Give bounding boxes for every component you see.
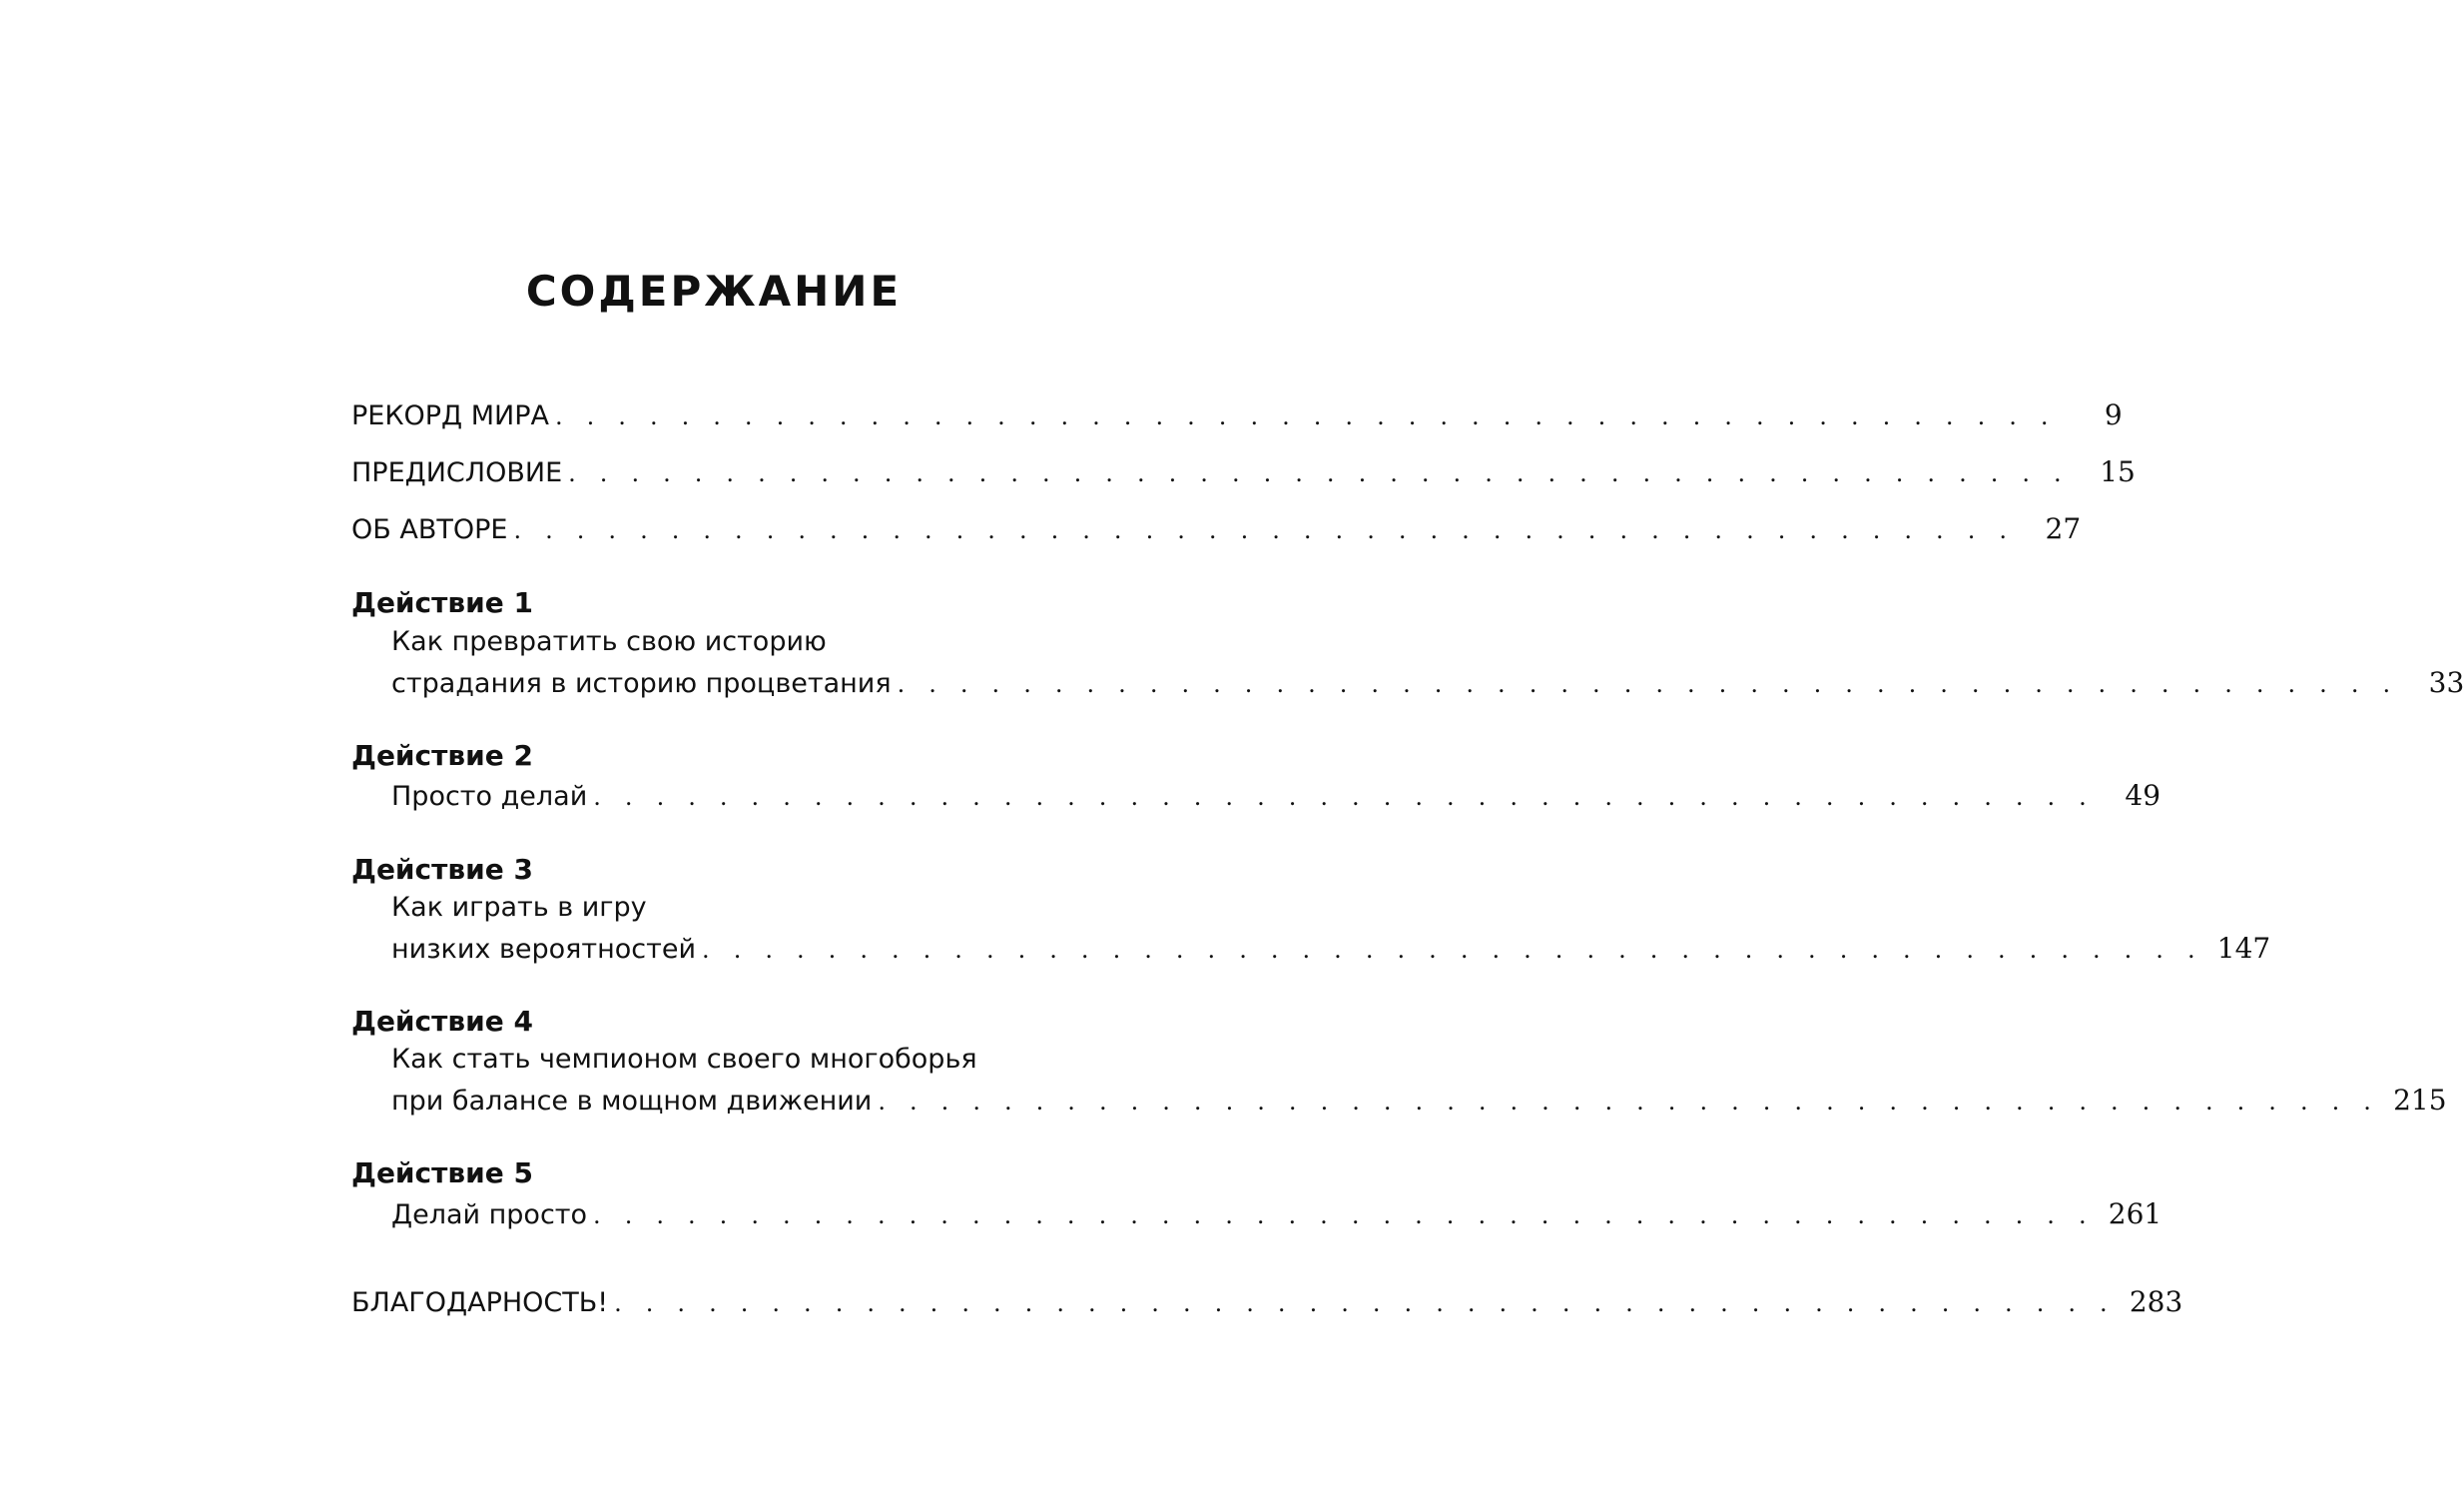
toc-entry-preface[interactable] xyxy=(351,452,2136,492)
toc-page-number: 9 xyxy=(2104,398,2123,431)
dot-leader: . . . . . . . . . . . . . . . . . . . . . . . . . . . . . . . . . . . . . . . . . . . . . . . . xyxy=(614,1289,2116,1317)
toc-entry-label: при балансе в мощном движении xyxy=(391,1086,873,1117)
toc-entry-section-2[interactable] xyxy=(391,776,2161,816)
toc-entry-label: РЕКОРД МИРА xyxy=(351,400,549,431)
toc-entry-section-1[interactable] xyxy=(391,663,2464,703)
toc-entry-label: низких вероятностей xyxy=(391,934,697,965)
toc-entry-label: Как играть в игру xyxy=(391,892,647,923)
toc-entry-line[interactable] xyxy=(391,622,1072,662)
dot-leader: . . . . . . . . . . . . . . . . . . . . . . . . . . . . . . . . . . . . . . . . . . . . . . . . xyxy=(878,1088,2380,1116)
toc-entry-line[interactable] xyxy=(391,1040,1072,1080)
section-heading-1: Действие 1 xyxy=(351,586,533,619)
toc-page-number: 261 xyxy=(2108,1197,2162,1230)
toc-entry-section-4[interactable] xyxy=(391,1081,2447,1121)
toc-page-number: 15 xyxy=(2100,455,2136,488)
toc-page-number: 147 xyxy=(2216,932,2271,965)
page-title: СОДЕРЖАНИЕ xyxy=(525,267,903,316)
dot-leader: . . . . . . . . . . . . . . . . . . . . . . . . . . . . . . . . . . . . . . . . . . . . . . . . xyxy=(593,1201,2095,1229)
toc-page-number: 49 xyxy=(2125,779,2161,812)
toc-entry-label: страдания в историю процветания xyxy=(391,668,892,699)
toc-entry-label: Как превратить свою историю xyxy=(391,626,827,657)
dot-leader: . . . . . . . . . . . . . . . . . . . . . . . . . . . . . . . . . . . . . . . . . . . . . . . . xyxy=(593,783,2096,811)
dot-leader: . . . . . . . . . . . . . . . . . . . . . . . . . . . . . . . . . . . . . . . . . . . . . . . . xyxy=(568,459,2070,487)
toc-entry-label: ОБ АВТОРЕ xyxy=(351,514,508,545)
toc-entry-world-record[interactable] xyxy=(351,395,2123,435)
toc-entry-line[interactable] xyxy=(391,888,1072,928)
toc-page-number: 33 xyxy=(2428,666,2464,699)
table-of-contents xyxy=(351,0,2464,1498)
section-heading-5: Действие 5 xyxy=(351,1156,533,1189)
dot-leader: . . . . . . . . . . . . . . . . . . . . . . . . . . . . . . . . . . . . . . . . . . . . . . . . xyxy=(897,670,2399,698)
toc-entry-label: Просто делай xyxy=(391,781,588,812)
toc-entry-section-3[interactable] xyxy=(391,929,2271,969)
toc-entry-about-author[interactable] xyxy=(351,509,2082,549)
toc-page-number: 283 xyxy=(2129,1285,2183,1318)
toc-entry-label: БЛАГОДАРНОСТЬ! xyxy=(351,1287,609,1318)
toc-entry-acknowledgements[interactable] xyxy=(351,1282,2183,1322)
section-heading-3: Действие 3 xyxy=(351,853,533,886)
dot-leader: . . . . . . . . . . . . . . . . . . . . . . . . . . . . . . . . . . . . . . . . . . . . . . . . xyxy=(702,936,2203,964)
dot-leader: . . . . . . . . . . . . . . . . . . . . . . . . . . . . . . . . . . . . . . . . . . . . . . . . xyxy=(554,402,2057,430)
dot-leader: . . . . . . . . . . . . . . . . . . . . . . . . . . . . . . . . . . . . . . . . . . . . . . . . xyxy=(513,516,2016,544)
toc-page-number: 27 xyxy=(2045,512,2082,545)
toc-entry-label: Делай просто xyxy=(391,1199,588,1230)
toc-page-number: 215 xyxy=(2393,1084,2447,1117)
toc-entry-label: Как стать чемпионом своего многоборья xyxy=(391,1044,977,1075)
toc-entry-section-5[interactable] xyxy=(391,1194,2162,1234)
section-heading-4: Действие 4 xyxy=(351,1005,533,1038)
toc-entry-label: ПРЕДИСЛОВИЕ xyxy=(351,457,563,488)
section-heading-2: Действие 2 xyxy=(351,739,533,772)
